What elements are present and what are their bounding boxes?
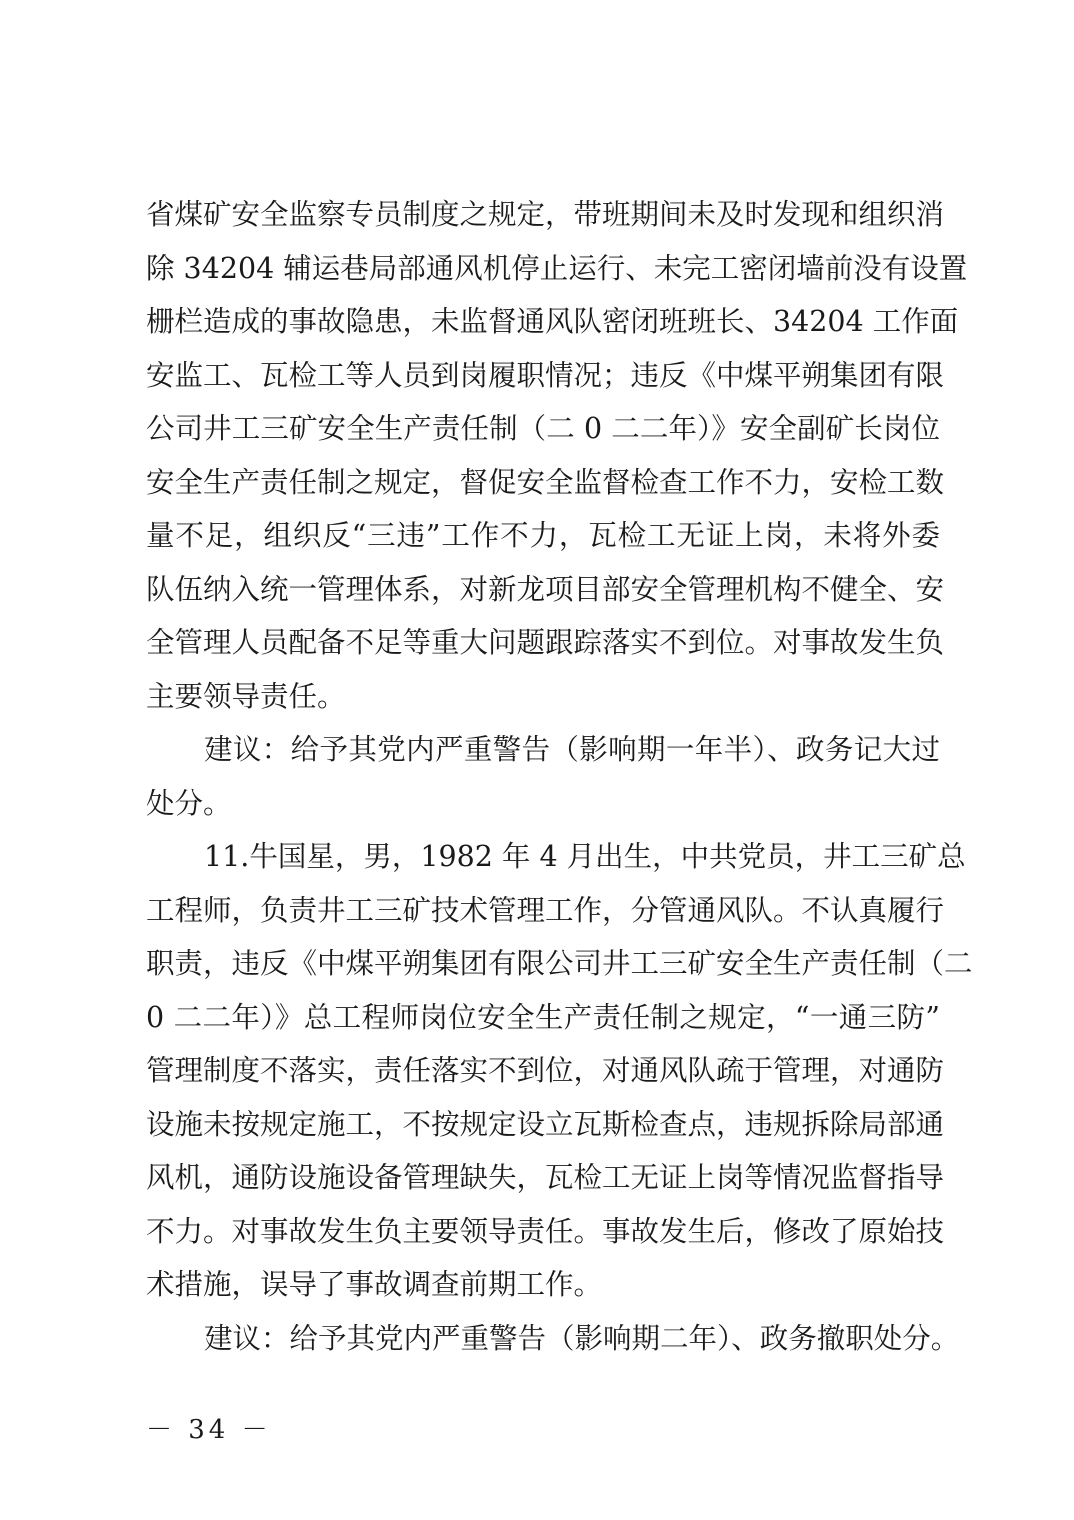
- text-line: 主要领导责任。: [146, 679, 346, 713]
- text-line: 队伍纳入统一管理体系，对新龙项目部安全管理机构不健全、安: [146, 572, 945, 606]
- text-line: 术措施，误导了事故调查前期工作。: [146, 1268, 603, 1301]
- text-line: 公司井工三矿安全生产责任制（二 0 二二年）》安全副矿长岗位: [146, 412, 940, 445]
- text-line: 11.牛国星，男，1982 年 4 月出生，中共党员，井工三矿总: [204, 840, 966, 873]
- text-line: 建议：给予其党内严重警告（影响期二年）、政务撤职处分。: [204, 1321, 960, 1355]
- text-line: 不力。对事故发生负主要领导责任。事故发生后，修改了原始技: [146, 1214, 945, 1248]
- text-line: 安监工、瓦检工等人员到岗履职情况；违反《中煤平朔集团有限: [146, 358, 945, 392]
- text-line: 工程师，负责井工三矿技术管理工作，分管通风队。不认真履行: [146, 893, 945, 927]
- page-number: － 34 －: [146, 1415, 272, 1445]
- paragraph-continuation: [146, 188, 968, 723]
- text-line: 职责，违反《中煤平朔集团有限公司井工三矿安全生产责任制（二: [146, 947, 973, 980]
- text-line: 管理制度不落实，责任落实不到位，对通风队疏于管理，对通防: [146, 1054, 945, 1087]
- document-body: [146, 188, 973, 1365]
- paragraph-item-11: [146, 830, 973, 1312]
- text-line: 建议：给予其党内严重警告（影响期一年半）、政务记大过: [204, 733, 940, 766]
- text-line: 量不足，组织反“三违”工作不力，瓦检工无证上岗，未将外委: [146, 519, 940, 552]
- paragraph-recommendation-11: [146, 1312, 960, 1366]
- text-line: 省煤矿安全监察专员制度之规定，带班期间未及时发现和组织消: [146, 198, 945, 231]
- text-line: 设施未按规定施工，不按规定设立瓦斯检查点，违规拆除局部通: [146, 1107, 945, 1141]
- text-line: 0 二二年）》总工程师岗位安全生产责任制之规定，“一通三防”: [146, 1000, 940, 1034]
- text-line: 安全生产责任制之规定，督促安全监督检查工作不力，安检工数: [146, 465, 945, 499]
- paragraph-recommendation-10: [146, 723, 940, 830]
- text-line: 处分。: [146, 786, 232, 820]
- text-line: 全管理人员配备不足等重大问题跟踪落实不到位。对事故发生负: [146, 626, 945, 659]
- text-line: 风机，通防设施设备管理缺失，瓦检工无证上岗等情况监督指导: [146, 1161, 945, 1194]
- text-line: 栅栏造成的事故隐患，未监督通风队密闭班班长、34204 工作面: [146, 305, 959, 338]
- text-line: 除 34204 辅运巷局部通风机停止运行、未完工密闭墙前没有设置: [146, 251, 968, 285]
